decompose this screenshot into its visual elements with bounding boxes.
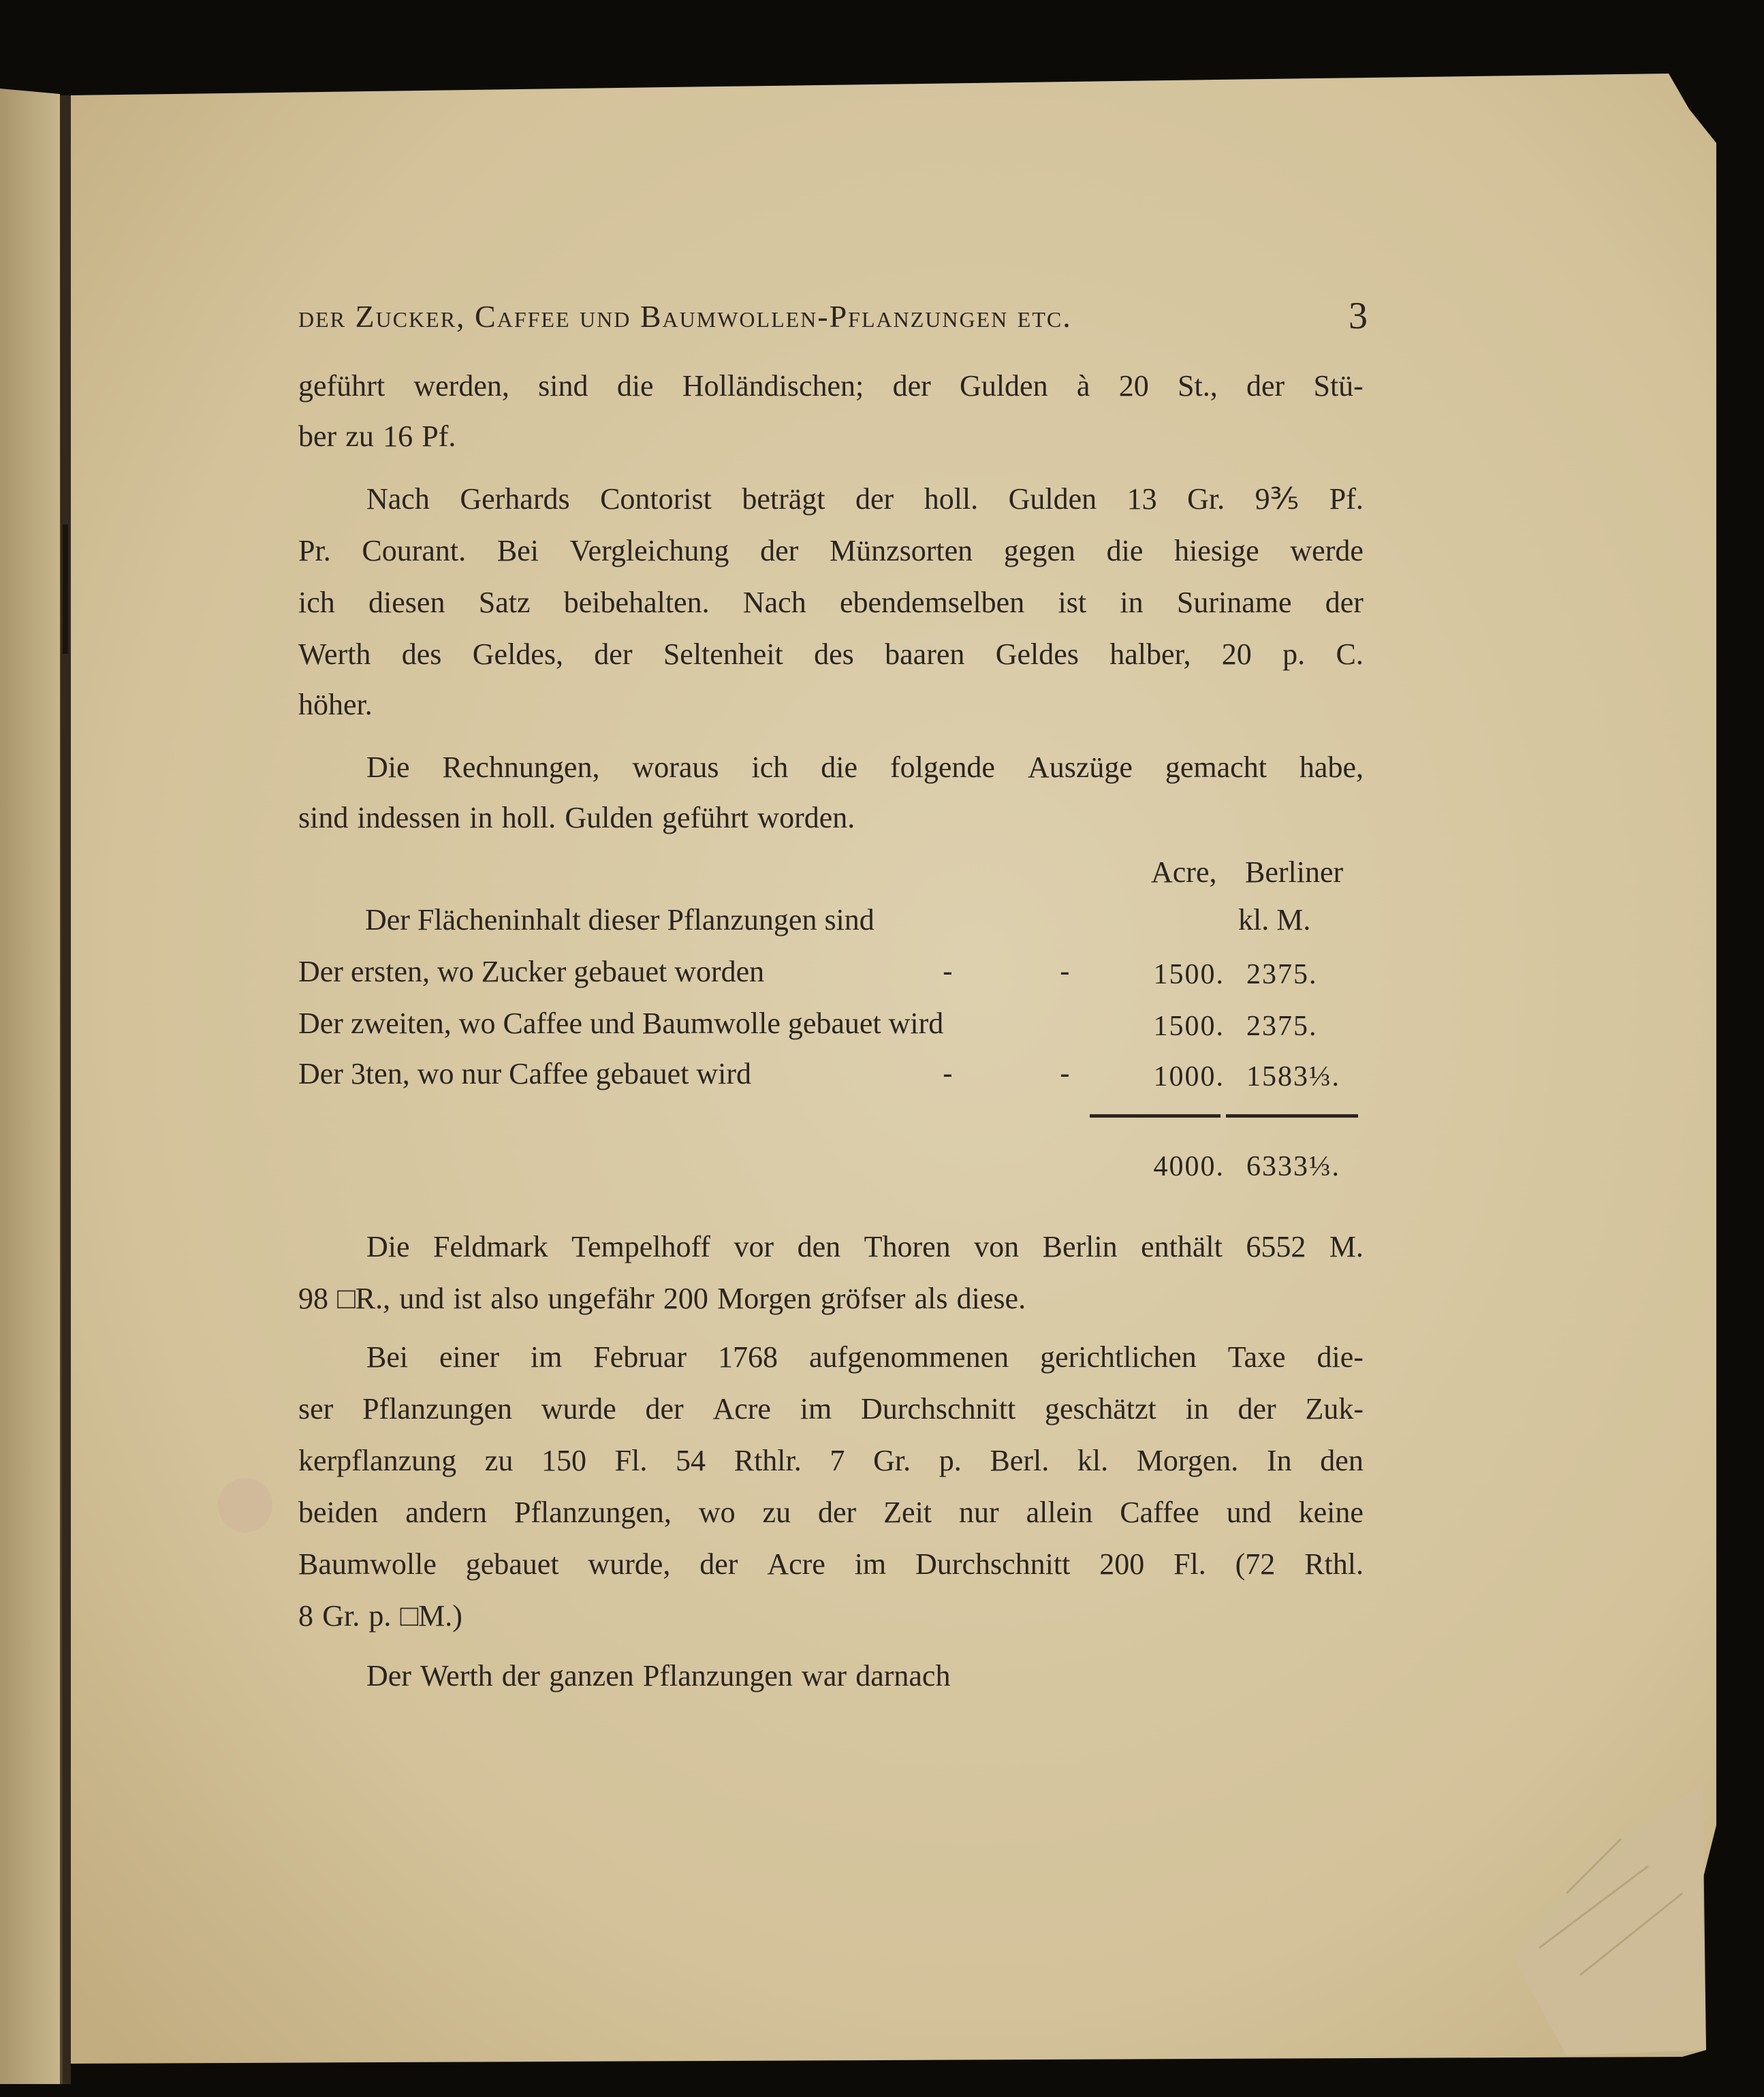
table-head-acre: Acre, — [1151, 855, 1217, 889]
p2-line-5: höher. — [298, 688, 373, 721]
p5-line-5: Baumwolle gebauet wurde, der Acre im Durchschnitt 200 Fl. (72 Rthl. — [298, 1547, 1364, 1581]
p5-line-3: kerpflanzung zu 150 Fl. 54 Rthlr. 7 Gr. p. Berl. kl. Morgen. In den — [298, 1444, 1364, 1477]
p2-line-2: Pr. Courant. Bei Vergleichung der Münzsorten gegen die hiesige werde — [298, 534, 1364, 567]
table-intro: Der Flächeninhalt dieser Pflanzungen sind — [365, 903, 875, 936]
total-berliner: 6333⅓. — [1246, 1151, 1340, 1182]
p5-line-2: ser Pflanzungen wurde der Acre im Durchschnitt geschätzt in der Zuk- — [298, 1392, 1364, 1425]
p5-line-1: Bei einer im Februar 1768 aufgenommenen gerichtlichen Taxe die- — [366, 1340, 1364, 1374]
p2-line-3: ich diesen Satz beibehalten. Nach ebendemselben ist in Suriname der — [298, 586, 1364, 619]
total-acre: 4000. — [1153, 1151, 1225, 1182]
table-head-berliner: Berliner — [1245, 855, 1344, 889]
p1-line-2: ber zu 16 Pf. — [298, 420, 456, 453]
p1-line-1: geführt werden, sind die Holländischen; der Gulden à 20 St., der Stü- — [298, 369, 1364, 403]
p4-line-1: Die Feldmark Tempelhoff vor den Thoren von Berlin enthält 6552 M. — [366, 1230, 1364, 1263]
p2-line-4: Werth des Geldes, der Seltenheit des baaren Geldes halber, 20 p. C. — [298, 637, 1364, 671]
p3-line-2: sind indessen in holl. Gulden geführt worden. — [298, 801, 855, 834]
table-head-kl: kl. M. — [1238, 903, 1311, 936]
p3-line-1: Die Rechnungen, woraus ich die folgende Auszüge gemacht habe, — [366, 751, 1364, 784]
page-number: 3 — [1349, 295, 1369, 337]
p6-line-1: Der Werth der ganzen Pflanzungen war darnach — [366, 1659, 951, 1692]
p2-line-1: Nach Gerhards Contorist beträgt der holl. Gulden 13 Gr. 9⅗ Pf. — [366, 482, 1364, 516]
p5-line-4: beiden andern Pflanzungen, wo zu der Zeit nur allein Caffee und keine — [298, 1496, 1364, 1529]
sum-rule-acre — [1090, 1114, 1220, 1118]
running-head-title: der Zucker, Caffee und Baumwollen-Pflanzungen etc. — [298, 299, 1072, 334]
running-head — [298, 295, 1369, 339]
sum-rule-berliner — [1226, 1114, 1358, 1118]
p4-line-2: 98 □R., und ist also ungefähr 200 Morgen gröfser als diese. — [298, 1282, 1026, 1315]
p5-line-6: 8 Gr. p. □M.) — [298, 1599, 462, 1633]
